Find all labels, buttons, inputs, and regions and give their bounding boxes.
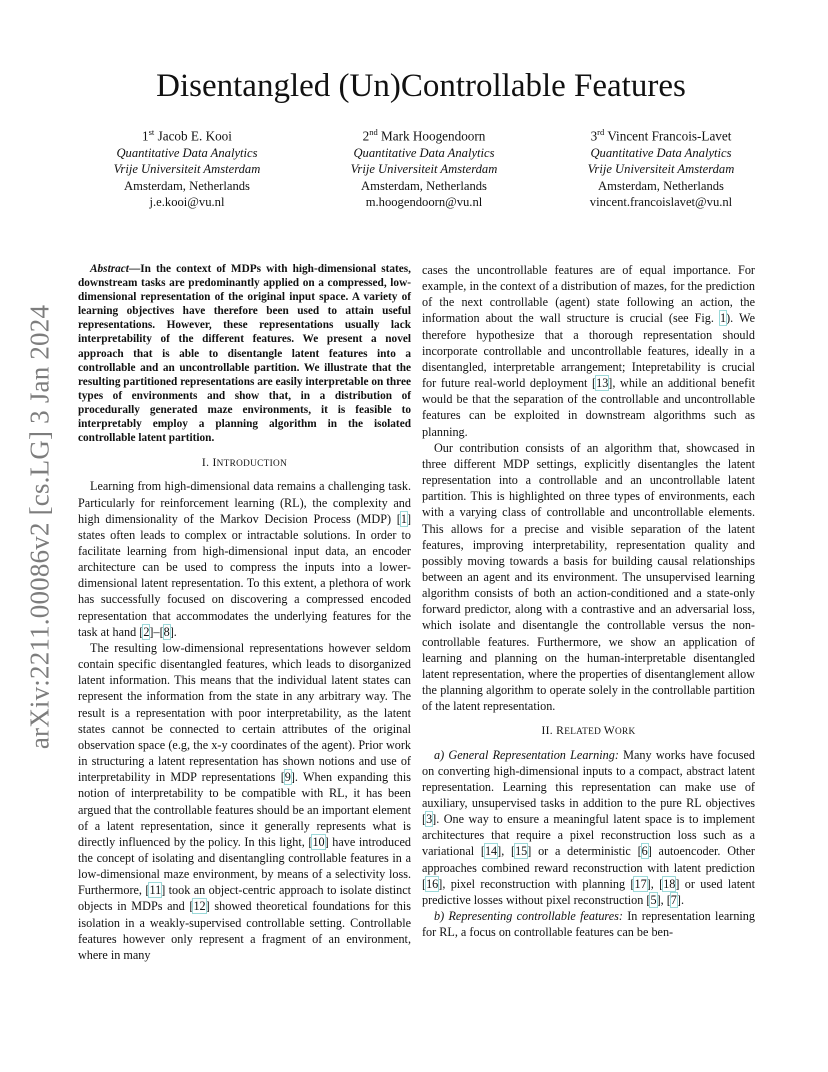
citation-link[interactable]: [10] [308,834,329,849]
citation-link[interactable]: [15] [511,844,532,859]
abstract [78,262,411,445]
left-column [78,262,411,963]
author-email[interactable]: vincent.francoislavet@vu.nl [589,195,733,210]
citation-link[interactable]: [14] [480,844,502,859]
abstract-label: Abstract [90,263,129,275]
citation-link[interactable]: [11] [145,883,166,898]
citation-link[interactable]: [5] [646,892,661,907]
right-column [422,262,755,940]
citation-link[interactable]: [9] [280,770,295,785]
citation-link[interactable]: [16] [422,876,443,891]
author-dept: Quantitative Data Analytics [116,145,258,160]
author-name: 3rd Vincent Francois-Lavet [590,127,732,144]
author-dept: Quantitative Data Analytics [590,145,732,160]
citation-link[interactable]: [2] [139,624,154,639]
citation-link[interactable]: [1] [396,511,411,526]
citation-link[interactable]: [17] [630,876,651,891]
abstract-text: —In the context of MDPs with high-dimensional states, downstream tasks are predominantly applied on a compressed, low-dimensional representation of the original input space. A variety of learning objectives have therefore been used to attain useful representations. However, these representations usually lack interpretability of the different features. We present a novel approach that is able to disentangle latent features into a controllable and an uncontrollable partition. We illustrate that the resulting partitioned representations are easily interpretable on three types of environments and show that, in a distribution of procedurally generated maze environments, it is feasible to interpretably employ a planning algorithm in the isolated controllable latent partition. [78,263,411,445]
author-city: Amsterdam, Netherlands [361,178,487,193]
author-name: 1st Jacob E. Kooi [142,127,232,144]
author-email[interactable]: j.e.kooi@vu.nl [149,195,225,210]
author-city: Amsterdam, Netherlands [598,178,724,193]
subheading-controllable-features: b) Representing controllable features: [434,909,623,924]
citation-link[interactable]: [18] [659,876,680,891]
subheading-general-representation: a) General Representation Learning: [434,747,619,762]
paragraph-intro-1: Learning from high-dimensional data remains a challenging task. Particularly for reinforcement learning (RL), the complexity and high dimensionality of the Markov Decision Process (MDP) [1] states often leads to complex or intractable solutions. In order to facilitate learning from high-dimensional input data, an encoder architecture can be used to compress the inputs into a lower-dimensional latent representation. To this extent, a plethora of work has successfully focused on discovering a compressed encoded representation that accommodates the underlying features for the task at hand [2]–[8]. [78,479,411,639]
arxiv-identifier-text: arXiv:2211.00086v2 [cs.LG] 3 Jan 2024 [24,304,55,750]
citation-link[interactable]: [8] [159,624,174,639]
author-city: Amsterdam, Netherlands [124,178,250,193]
section-heading-introduction: I. INTRODUCTION [201,456,288,470]
paper-title: Disentangled (Un)Controllable Features [156,68,686,104]
paragraph-related-a: a) General Representation Learning: Many works have focused on converting high-dimensional inputs to a compact, abstract latent representation. Learning this representation can make use of auxiliary, unsupervised tasks in addition to the pure RL objectives [3]. One way to ensure a meaningful latent space is to implement architectures that require a pixel reconstruction loss such as a variational [14], [15] or a deterministic [6] autoencoder. Other approaches combined reward reconstruction with latent prediction [16], pixel reconstruction with planning [17], [18] or used latent predictive losses without pixel reconstruction [5], [7]. [422,747,756,907]
arxiv-identifier [24,298,56,756]
author-2 [317,124,531,210]
citation-link[interactable]: [6] [637,844,652,859]
author-block [80,124,768,210]
paragraph-intro-3: cases the uncontrollable features are of equal importance. For example, in the context of a distribution of mazes, for the prediction of the next controllable (agent) state following an action, the information about the wall structure is crucial (see Fig. 1). We therefore hypothesize that a thorough representation should incorporate controllable and uncontrollable features, ideally in a disentangled, interpretable arrangement; Intepretability is crucial for future real-world deployment [13], while an additional benefit would be that the separation of the controllable and uncontrollable features can be exploited in downstream algorithms such as planning. [422,263,755,439]
paragraph-intro-2: The resulting low-dimensional representations however seldom contain specific disentangled features, which leads to disorganized latent information. This means that the individual latent states can represent the information from the state in any arbitrary way. The result is a representation with poor interpretability, as the latent states cannot be connected to certain attributes of the original observation space (e.g, the x-y coordinates of the agent). Prior work in structuring a latent representation has shown notions and use of interpretability in MDP representations [9]. When expanding this notion of interpretability to be compatible with RL, it has been argued that the controllable features should be an important element of a latent representation, since it generally represents what is directly influenced by the policy. In this light, [10] have introduced the concept of isolating and disentangling controllable features in a low-dimensional maze environment, by means of a selectivity loss. Furthermore, [11] took an object-centric approach to isolate distinct objects in MDPs and [12] showed theoretical foundations for this isolation in a weakly-supervised controllable setting. Controllable features however only represent a fragment of an environment, where in many [78,640,412,962]
author-dept: Quantitative Data Analytics [353,145,495,160]
citation-link[interactable]: [12] [189,899,210,914]
citation-link[interactable]: [13] [592,376,613,391]
author-univ: Vrije Universiteit Amsterdam [587,162,735,177]
citation-link[interactable]: [7] [666,892,681,907]
author-3 [554,124,768,210]
figure-link[interactable]: 1 [720,311,727,326]
author-name: 2nd Mark Hoogendoorn [362,127,486,144]
section-heading-related-work: II. RELATED WORK [541,724,636,738]
author-univ: Vrije Universiteit Amsterdam [113,162,261,177]
author-email[interactable]: m.hoogendoorn@vu.nl [365,195,483,210]
paragraph-intro-4: Our contribution consists of an algorithm that, showcased in three different MDP settings, explicitly disentangles the latent representation into a controllable and an uncontrollable latent partition. This is highlighted on three types of environments, each with a varying class of controllable and uncontrollable elements. This allows for a precise and visible separation of the latent features, improving interpretability, representation quality and possibly moving towards a basis for building causal relationships between an agent and its environment. The unsupervised learning algorithm consists of both an action-conditioned and a state-only forward predictor, along with a contrastive and an adversarial loss, which isolate and disentangle the controllable versus the non-controllable features. Furthermore, we show an application of learning and planning on the human-interpretable disentangled latent representation, where the properties of disentanglement allow the planning algorithm to operate solely in the controllable partition of the latent representation. [422,440,755,714]
author-1 [80,124,294,210]
paragraph-related-b: b) Representing controllable features: In representation learning for RL, a focus on controllable features can be ben- [422,909,755,940]
citation-link[interactable]: [3] [422,812,437,827]
author-univ: Vrije Universiteit Amsterdam [350,162,498,177]
